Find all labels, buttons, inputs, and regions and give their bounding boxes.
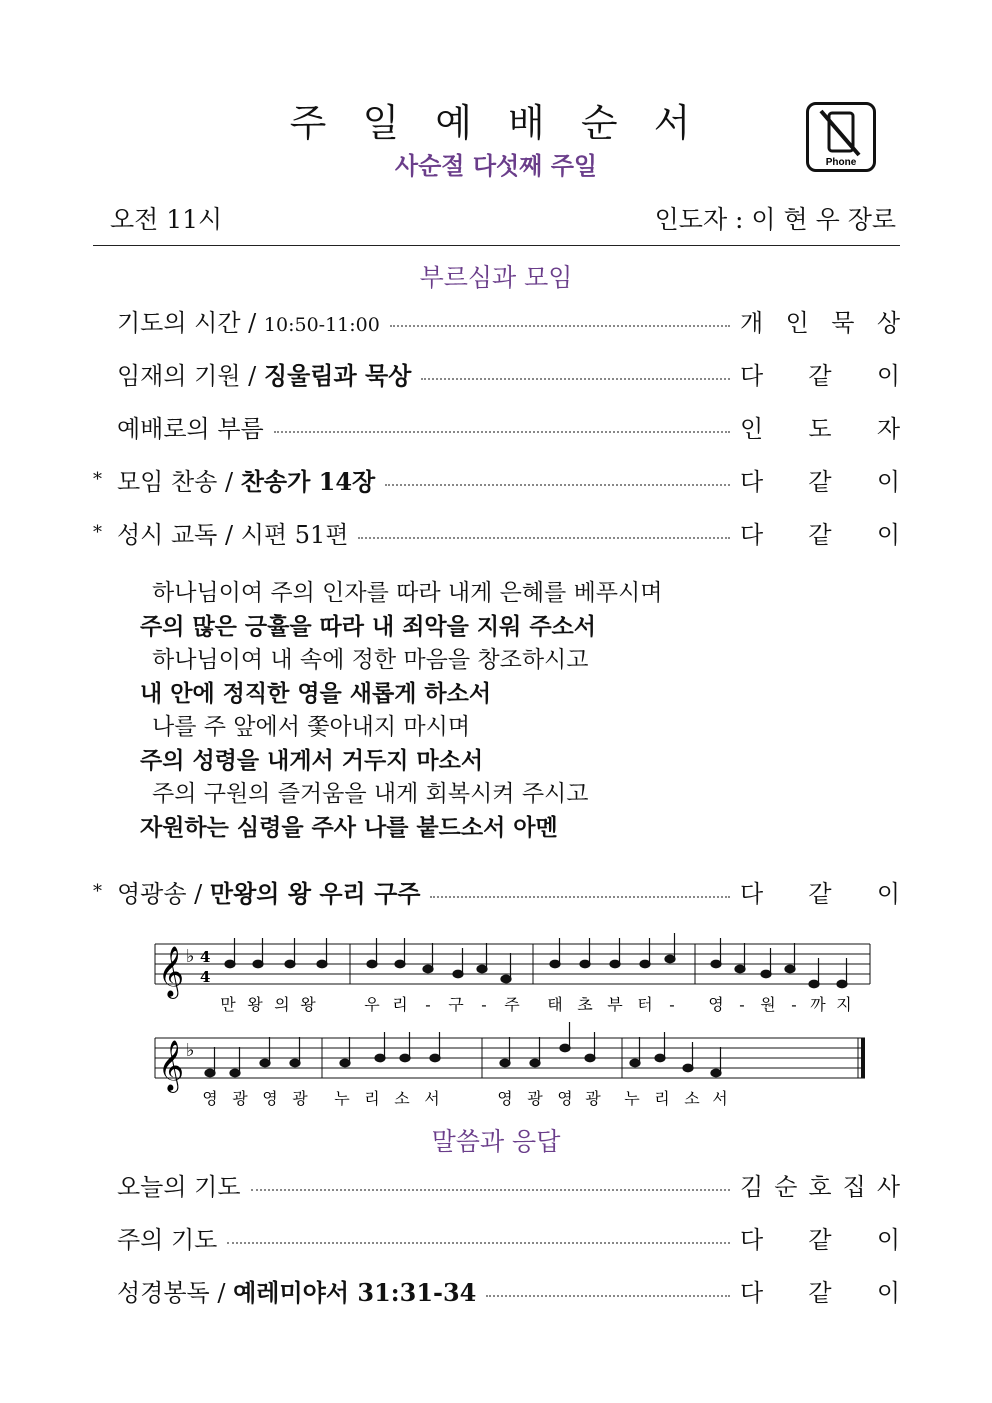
lyrics-line-1 <box>220 995 851 1014</box>
item-performer: 다 같 이 <box>740 1225 900 1254</box>
item-extra: 10:50-11:00 <box>263 313 380 336</box>
lyric-syllable: 영 <box>497 1089 513 1108</box>
item-performer: 다 같 이 <box>740 361 900 390</box>
note <box>430 1054 440 1062</box>
note <box>395 960 405 968</box>
lyric-syllable: 지 <box>836 995 852 1014</box>
note <box>423 965 433 973</box>
note <box>610 960 620 968</box>
lyric-syllable: - <box>425 995 431 1014</box>
reading-response-line: 자원하는 심령을 주사 나를 붙드소서 아멘 <box>140 814 558 841</box>
note <box>550 960 560 968</box>
standing-mark: * <box>93 468 102 490</box>
item-bold: 징울림과 묵상 <box>263 360 412 390</box>
note <box>683 1064 693 1072</box>
lyric-syllable: 왕 <box>300 995 316 1014</box>
reading-response-line: 주의 많은 긍휼을 따라 내 죄악을 지워 주소서 <box>140 613 596 640</box>
lyric-syllable: 영 <box>557 1089 573 1108</box>
item-label: 모임 찬송 / <box>117 467 241 496</box>
note <box>230 1069 240 1077</box>
lyric-syllable: 리 <box>392 995 408 1014</box>
notes-line-1 <box>225 933 847 988</box>
item-label: 오늘의 기도 <box>117 1172 241 1201</box>
lyric-syllable: 태 <box>547 995 563 1014</box>
reading-leader-line: 하나님이여 내 속에 정한 마음을 창조하시고 <box>152 647 589 673</box>
no-phone-icon <box>806 102 876 172</box>
item-label: 주의 기도 <box>117 1225 218 1254</box>
leader-dots <box>486 1295 730 1297</box>
note <box>837 980 847 988</box>
note <box>809 980 819 988</box>
reading-response-line: 주의 성령을 내게서 거두지 마소서 <box>140 747 484 774</box>
time-signature-bottom: 4 <box>200 968 211 986</box>
order-item <box>93 1167 900 1201</box>
item-label: 성시 교독 / 시편 51편 <box>117 520 349 549</box>
treble-clef-icon: 𝄞 <box>158 946 185 997</box>
reading-leader-line: 주의 구원의 즐거움을 내게 회복시켜 주시고 <box>152 781 589 807</box>
standing-mark: * <box>93 880 102 902</box>
order-item-gloria <box>93 874 900 908</box>
lyric-syllable: 우 <box>364 995 380 1014</box>
lyric-syllable: - <box>481 995 487 1014</box>
reading-leader-line: 나를 주 앞에서 쫓아내지 마시며 <box>152 714 471 740</box>
item-label: 예배로의 부름 <box>117 414 264 443</box>
lyric-syllable: 의 <box>274 995 290 1014</box>
item-bold: 예레미야서 31:31-34 <box>233 1277 477 1307</box>
leader-dots <box>227 1242 730 1244</box>
lyric-syllable: 영 <box>708 995 724 1014</box>
flat-sign-icon: ♭ <box>186 1040 195 1061</box>
leader-dots <box>385 484 730 486</box>
note <box>400 1054 410 1062</box>
lyric-syllable: 구 <box>448 995 464 1014</box>
note <box>225 960 235 968</box>
note <box>711 960 721 968</box>
service-leader: 인도자 : 이 현 우 장로 <box>654 205 896 234</box>
lyric-syllable: 소 <box>394 1089 410 1108</box>
lyric-syllable: - <box>739 995 745 1014</box>
note <box>285 960 295 968</box>
note <box>290 1059 300 1067</box>
lyric-syllable: 왕 <box>247 995 263 1014</box>
item-performer: 인 도 자 <box>740 414 900 443</box>
phone-icon-label: Phone <box>825 157 857 168</box>
standing-mark: * <box>93 521 102 543</box>
leader-dots <box>421 378 730 380</box>
leader-dots <box>390 325 730 327</box>
order-item <box>93 303 900 337</box>
note <box>711 1069 721 1077</box>
lyric-syllable: 광 <box>232 1089 248 1108</box>
lyric-syllable: 누 <box>334 1089 350 1108</box>
note <box>630 1059 640 1067</box>
item-performer: 다 같 이 <box>740 879 900 908</box>
lyric-syllable: 까 <box>810 995 826 1014</box>
note <box>253 960 263 968</box>
item-performer: 다 같 이 <box>740 1278 900 1307</box>
lyric-syllable: 누 <box>624 1089 640 1108</box>
section-heading-word: 말씀과 응답 <box>431 1127 561 1156</box>
item-bold: 찬송가 14장 <box>240 466 376 496</box>
gloria-music-score <box>150 928 880 1118</box>
lyric-syllable: 주 <box>504 995 520 1014</box>
note <box>585 1054 595 1062</box>
lyric-syllable: 터 <box>637 995 653 1014</box>
note <box>453 970 463 978</box>
bulletin-title: 주 일 예 배 순 서 <box>289 101 703 145</box>
lyric-syllable: 소 <box>684 1089 700 1108</box>
service-time: 오전 11시 <box>110 205 223 234</box>
lyric-syllable: 영 <box>202 1089 218 1108</box>
lyrics-line-2 <box>202 1089 727 1108</box>
lyric-syllable: 서 <box>424 1089 440 1108</box>
item-performer: 다 같 이 <box>740 467 900 496</box>
note <box>260 1059 270 1067</box>
time-signature-top: 4 <box>200 948 211 966</box>
treble-clef-icon: 𝄞 <box>158 1040 185 1091</box>
leader-dots <box>274 431 730 433</box>
lyric-syllable: - <box>791 995 797 1014</box>
leader-dots <box>358 537 730 539</box>
order-item <box>93 409 900 443</box>
note <box>580 960 590 968</box>
note <box>785 965 795 973</box>
note <box>375 1054 385 1062</box>
notes-line-2 <box>205 1022 721 1077</box>
note <box>761 970 771 978</box>
note <box>477 965 487 973</box>
item-performer: 김 순 호 집 사 <box>740 1172 900 1201</box>
note <box>367 960 377 968</box>
lyric-syllable: 광 <box>292 1089 308 1108</box>
note <box>501 975 511 983</box>
item-performer: 다 같 이 <box>740 520 900 549</box>
note <box>735 965 745 973</box>
leader-dots <box>251 1189 730 1191</box>
header-divider <box>93 245 900 246</box>
lyric-syllable: 리 <box>654 1089 670 1108</box>
bulletin-subtitle: 사순절 다섯째 주일 <box>394 152 598 180</box>
lyric-syllable: 리 <box>364 1089 380 1108</box>
lyric-syllable: 광 <box>527 1089 543 1108</box>
lyric-syllable: 서 <box>712 1089 728 1108</box>
lyric-syllable: 원 <box>760 995 776 1014</box>
reading-response-line: 내 안에 정직한 영을 새롭게 하소서 <box>140 680 492 707</box>
item-bold: 만왕의 왕 우리 구주 <box>209 878 421 908</box>
item-label: 임재의 기원 / <box>117 361 264 390</box>
note <box>640 960 650 968</box>
note <box>317 960 327 968</box>
lyric-syllable: 만 <box>220 995 236 1014</box>
order-item <box>93 1220 900 1254</box>
item-label: 기도의 시간 / <box>117 308 264 337</box>
note <box>655 1054 665 1062</box>
leader-dots <box>430 896 730 898</box>
section-heading-gathering: 부르심과 모임 <box>419 263 573 292</box>
order-item <box>93 462 900 496</box>
reading-leader-line: 하나님이여 주의 인자를 따라 내게 은혜를 베푸시며 <box>152 580 663 606</box>
lyric-syllable: 초 <box>577 995 593 1014</box>
flat-sign-icon: ♭ <box>186 946 195 967</box>
lyric-syllable: - <box>669 995 675 1014</box>
note <box>205 1069 215 1077</box>
lyric-syllable: 영 <box>262 1089 278 1108</box>
lyric-syllable: 부 <box>607 995 623 1014</box>
order-item <box>93 515 900 549</box>
note <box>530 1059 540 1067</box>
order-item <box>93 356 900 390</box>
lyric-syllable: 광 <box>585 1089 601 1108</box>
note <box>500 1059 510 1067</box>
item-label: 영광송 / <box>117 879 210 908</box>
item-label: 성경봉독 / <box>117 1278 234 1307</box>
note <box>560 1044 570 1052</box>
responsive-reading <box>140 577 662 845</box>
note <box>665 955 675 963</box>
item-performer: 개 인 묵 상 <box>740 308 900 337</box>
order-item <box>93 1273 900 1307</box>
note <box>340 1059 350 1067</box>
